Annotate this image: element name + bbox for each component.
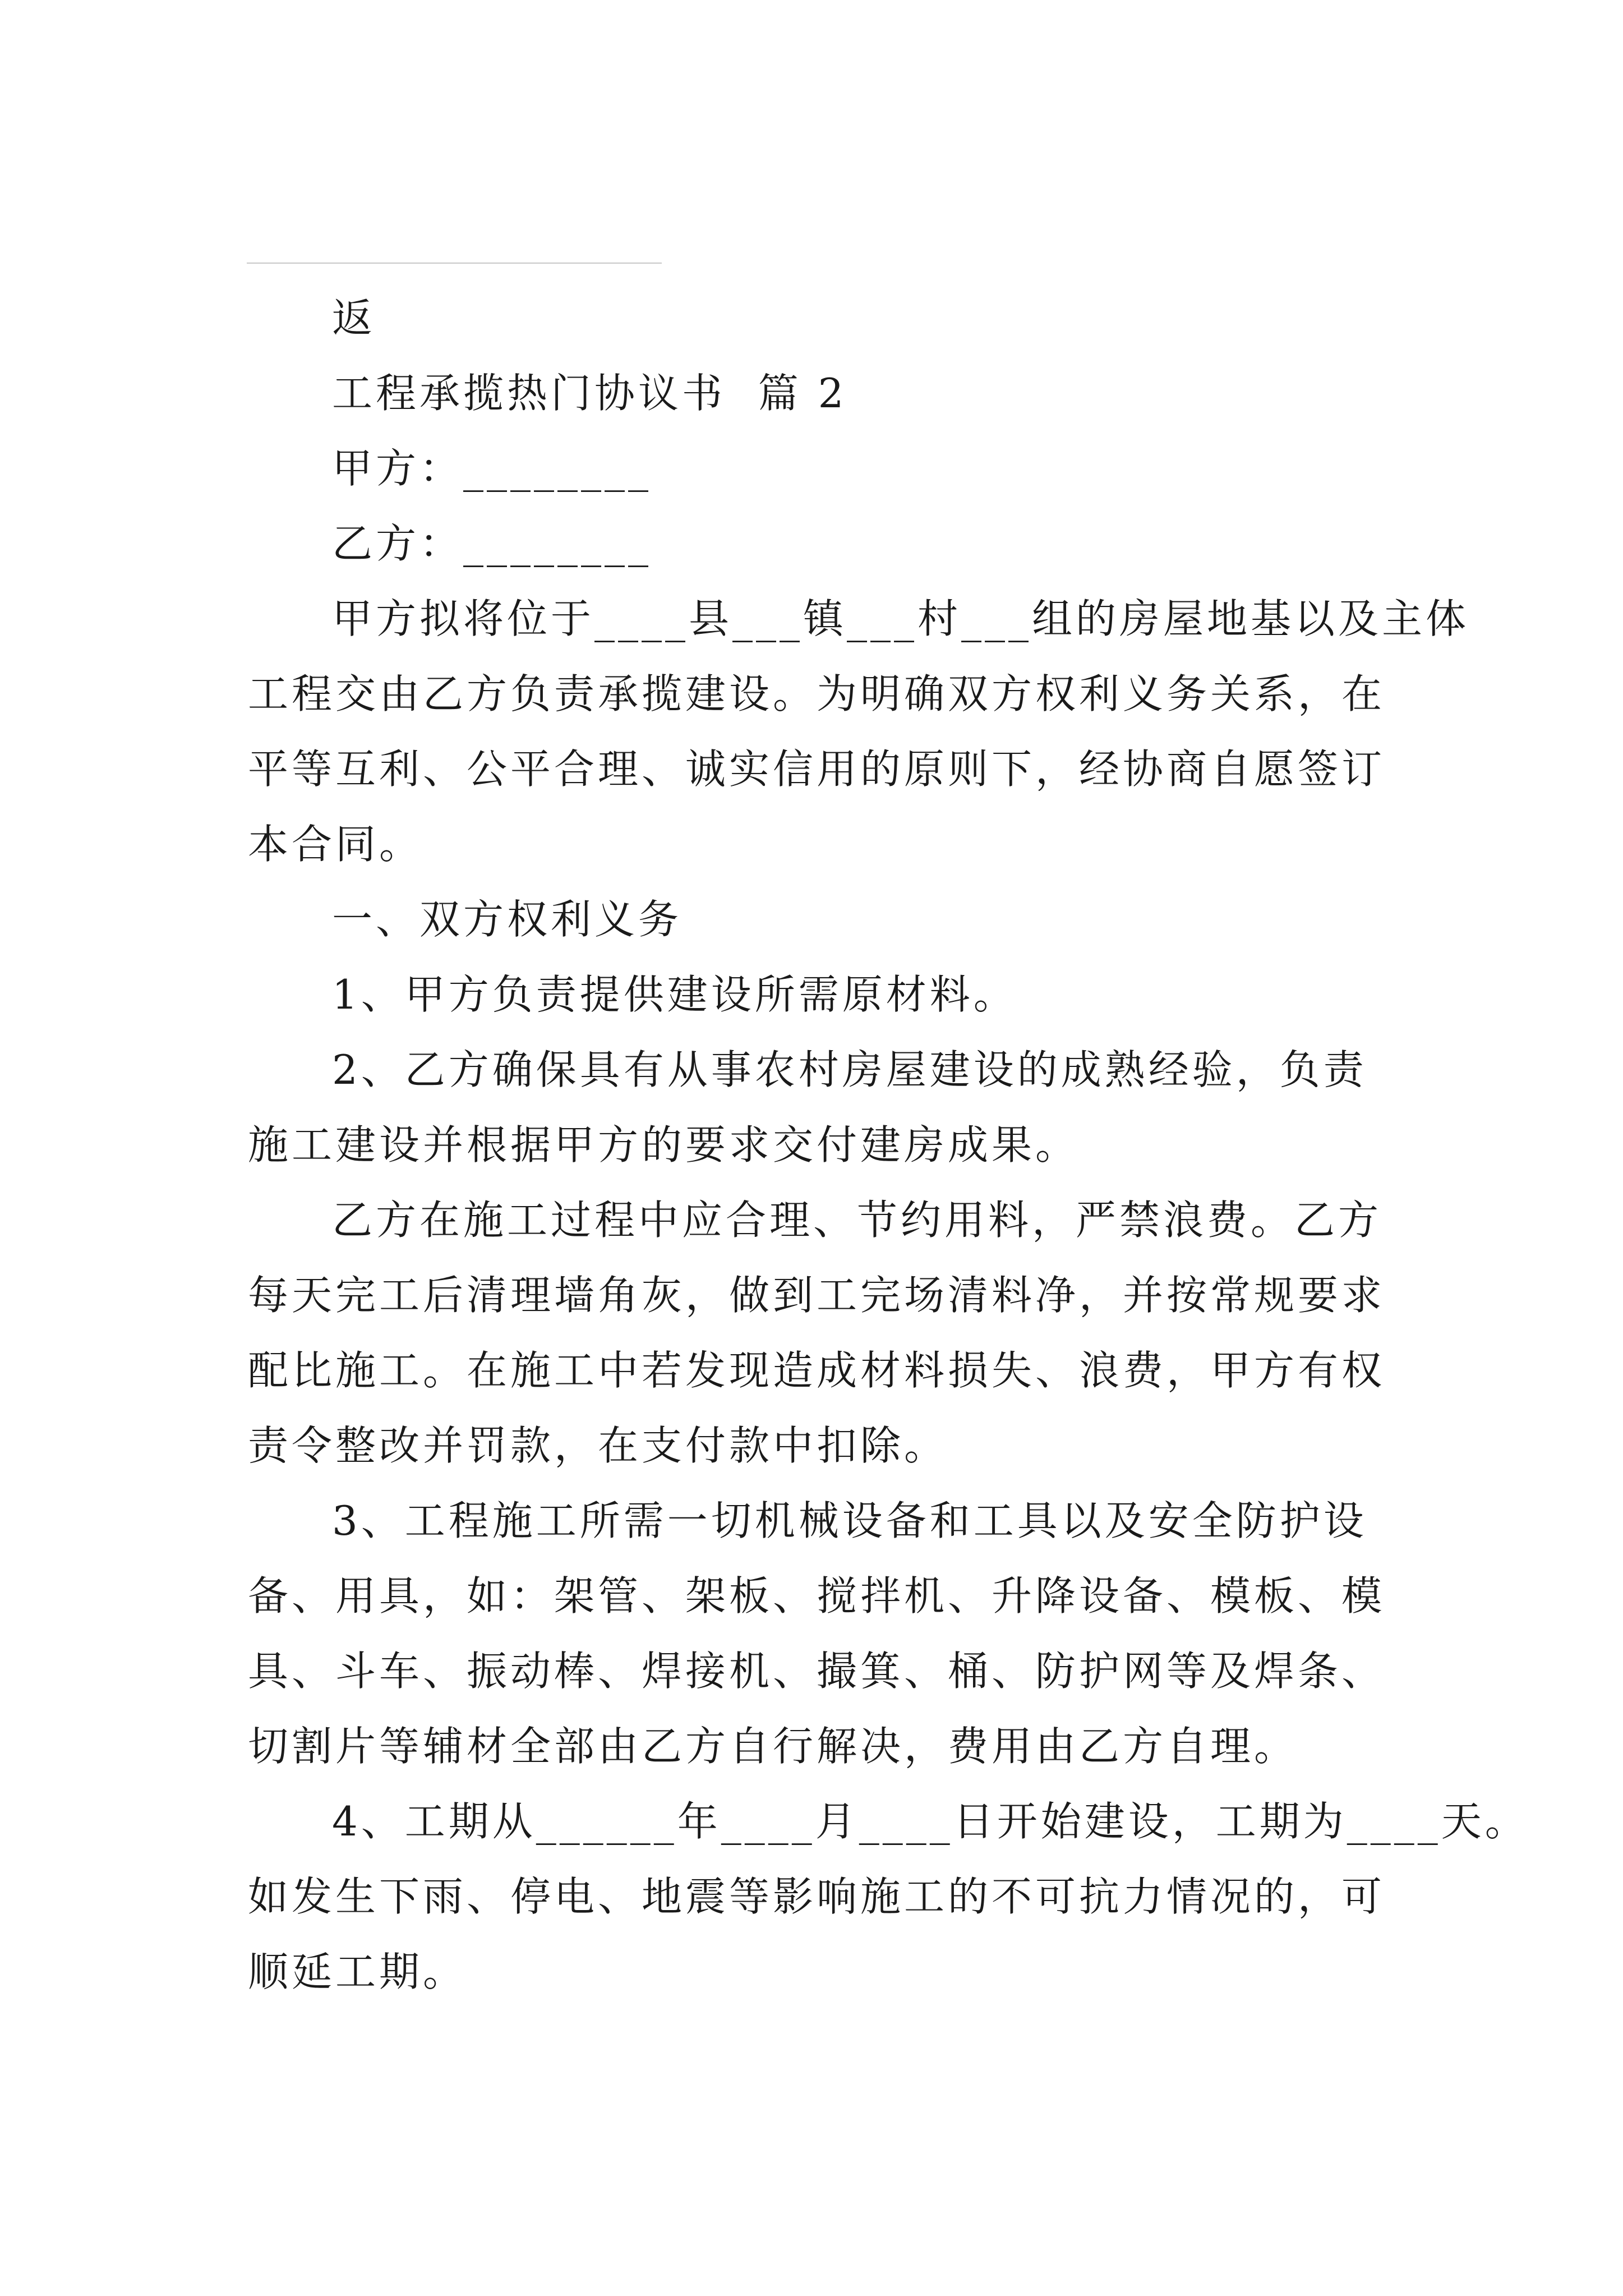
clause-3	[248, 1483, 1398, 1784]
fragment-line: 返	[332, 295, 376, 342]
paragraph-line: 责令整改并罚款，在支付款中扣除。	[248, 1422, 948, 1469]
document-body	[248, 280, 1529, 2009]
party-b-line: 乙方：________	[332, 520, 652, 567]
paragraph-line: 施工建设并根据甲方的要求交付建房成果。	[248, 1121, 1080, 1168]
paragraph-line: 切割片等辅材全部由乙方自行解决，费用由乙方自理。	[248, 1723, 1298, 1770]
paragraph-line: 2、乙方确保具有从事农村房屋建设的成熟经验，负责	[332, 1046, 1367, 1093]
paragraph-line: 如发生下雨、停电、地震等影响施工的不可抗力情况的，可	[248, 1873, 1386, 1920]
intro-paragraph	[248, 581, 1470, 882]
party-a-line: 甲方：________	[332, 445, 652, 492]
section-heading	[248, 882, 1398, 957]
paragraph-line: 工程交由乙方负责承揽建设。为明确双方权利义务关系，在	[248, 670, 1386, 717]
paragraph-line: 备、用具，如：架管、架板、搅拌机、升降设备、模板、模	[248, 1572, 1386, 1619]
top-divider	[247, 263, 662, 264]
clause-1	[248, 957, 1398, 1032]
paragraph-line: 每天完工后清理墙角灰，做到工完场清料净，并按常规要求	[248, 1272, 1386, 1319]
paragraph-line: 甲方拟将位于____县___镇___村___组的房屋地基以及主体	[332, 595, 1470, 642]
paragraph-line: 乙方在施工过程中应合理、节约用料，严禁浪费。乙方	[332, 1197, 1382, 1244]
section-heading-text: 一、双方权利义务	[332, 896, 683, 943]
clause-4	[248, 1784, 1529, 2009]
paragraph-line: 本合同。	[248, 821, 423, 868]
paragraph-line: 3、工程施工所需一切机械设备和工具以及安全防护设	[332, 1497, 1367, 1544]
paragraph-line: 平等互利、公平合理、诚实信用的原则下，经协商自愿签订	[248, 746, 1386, 793]
paragraph-line: 顺延工期。	[248, 1948, 467, 1995]
paragraph-line: 具、斗车、振动棒、焊接机、撮箕、桶、防护网等及焊条、	[248, 1648, 1386, 1695]
paragraph-line: 4、工期从______年____月____日开始建设，工期为____天。	[332, 1798, 1529, 1845]
clause-2-detail	[248, 1182, 1398, 1483]
clause-2	[248, 1032, 1398, 1182]
document-title: 工程承揽热门协议书 篇 2	[332, 370, 847, 417]
paragraph-line: 1、甲方负责提供建设所需原材料。	[332, 971, 1017, 1018]
paragraph-line: 配比施工。在施工中若发现造成材料损失、浪费，甲方有权	[248, 1347, 1386, 1394]
